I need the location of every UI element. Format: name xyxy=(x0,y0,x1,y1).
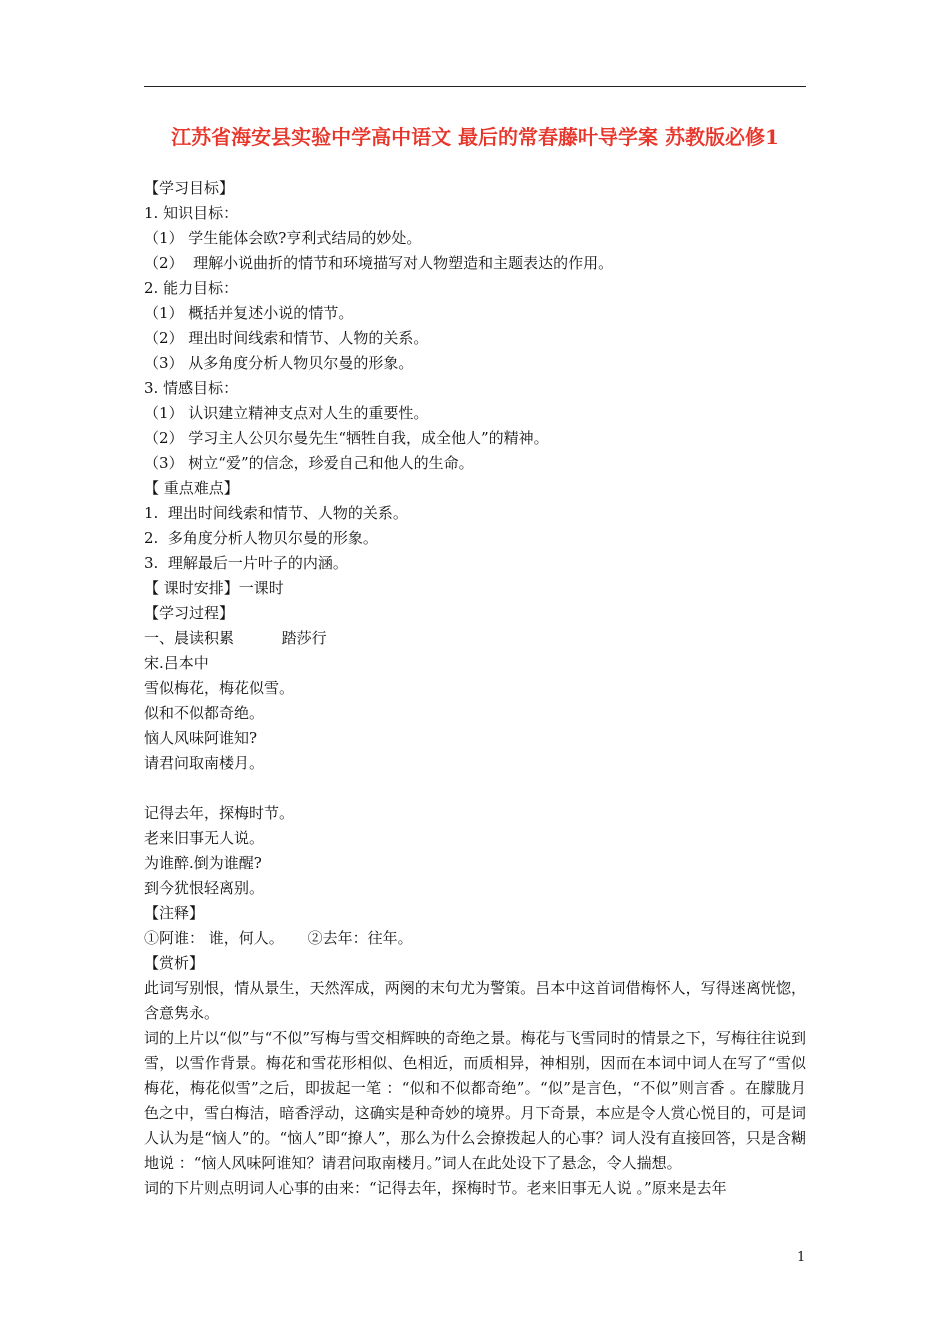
header-rule xyxy=(144,86,806,87)
paragraph: 词的下片则点明词人心事的由来：“记得去年，探梅时节。老来旧事无人说 。”原来是去年 xyxy=(144,1179,727,1197)
text-line: 1. 理出时间线索和情节、人物的关系。 xyxy=(144,504,408,522)
text-line: 【 课时安排】一课时 xyxy=(144,579,284,597)
text-line: 似和不似都奇绝。 xyxy=(144,704,265,722)
text-line: （1） 认识建立精神支点对人生的重要性。 xyxy=(144,404,429,422)
text-line: 到今犹恨轻离别。 xyxy=(144,879,265,897)
page-number: 1 xyxy=(797,1250,806,1265)
text-line: 记得去年，探梅时节。 xyxy=(144,804,295,822)
paragraph: 此词写别恨，情从景生，天然浑成，两阕的末句尤为警策。吕本中这首词借梅怀人，写得迷离恍惚，含意隽永。 xyxy=(144,979,806,1022)
text-line: （2） 理出时间线索和情节、人物的关系。 xyxy=(144,329,429,347)
text-line: 一、晨读积累 踏莎行 xyxy=(144,629,327,647)
text-line: 3. 情感目标： xyxy=(144,379,239,397)
text-line: （1） 概括并复述小说的情节。 xyxy=(144,304,354,322)
text-line: 雪似梅花，梅花似雪。 xyxy=(144,679,295,697)
blank-line xyxy=(144,776,806,801)
text-line: 【 重点难点】 xyxy=(144,479,239,497)
document-body xyxy=(144,176,806,1201)
text-line: （2） 理解小说曲折的情节和环境描写对人物塑造和主题表达的作用。 xyxy=(144,254,614,272)
text-line: 【学习目标】 xyxy=(144,179,235,197)
text-line: （3） 树立“爱”的信念，珍爱自己和他人的生命。 xyxy=(144,454,474,472)
text-line: 3. 理解最后一片叶子的内涵。 xyxy=(144,554,348,572)
text-line: 【赏析】 xyxy=(144,954,205,972)
text-line: 2. 能力目标： xyxy=(144,279,239,297)
paragraph: 词的上片以“似”与“不似”写梅与雪交相辉映的奇绝之景。梅花与飞雪同时的情景之下，写梅往往说到雪，以雪作背景。梅花和雪花形相似、色相近，而质相异，神相别，因而在本词中词人在写了“雪似梅花，梅花似雪”之后，即拔起一笔 ：“似和不似都奇绝”。“似”是言色，“不似”则言香 。在朦胧月色之中，雪白梅洁，暗香浮动，这确实是种奇妙的境界。月下奇景，本应是令人赏心悦目的，可是词人认为是“恼人”的。“恼人”即“撩人”，那么为什么会撩拨起人的心事？词人没有直接回答，只是含糊地说 ：“恼人风味阿谁知？请君问取南楼月。”词人在此处设下了悬念，令人揣想。 xyxy=(144,1029,806,1172)
text-line: 1. 知识目标： xyxy=(144,204,239,222)
page-title: 江苏省海安县实验中学高中语文 最后的常春藤叶导学案 苏教版必修1 xyxy=(171,125,779,149)
text-line: （1） 学生能体会欧?亨利式结局的妙处。 xyxy=(144,229,422,247)
text-line: （2） 学习主人公贝尔曼先生“牺牲自我，成全他人”的精神。 xyxy=(144,429,549,447)
text-line: 宋.吕本中 xyxy=(144,654,209,672)
text-line: 【学习过程】 xyxy=(144,604,235,622)
text-line: 2. 多角度分析人物贝尔曼的形象。 xyxy=(144,529,378,547)
text-line: 恼人风味阿谁知? xyxy=(144,729,258,747)
text-line: 为谁醉.倒为谁醒? xyxy=(144,854,262,872)
text-line: 请君问取南楼月。 xyxy=(144,754,265,772)
text-line: 【注释】 xyxy=(144,904,205,922)
text-line: （3） 从多角度分析人物贝尔曼的形象。 xyxy=(144,354,414,372)
text-line: 老来旧事无人说。 xyxy=(144,829,265,847)
text-line: ①阿谁： 谁，何人。 ②去年：往年。 xyxy=(144,929,413,947)
